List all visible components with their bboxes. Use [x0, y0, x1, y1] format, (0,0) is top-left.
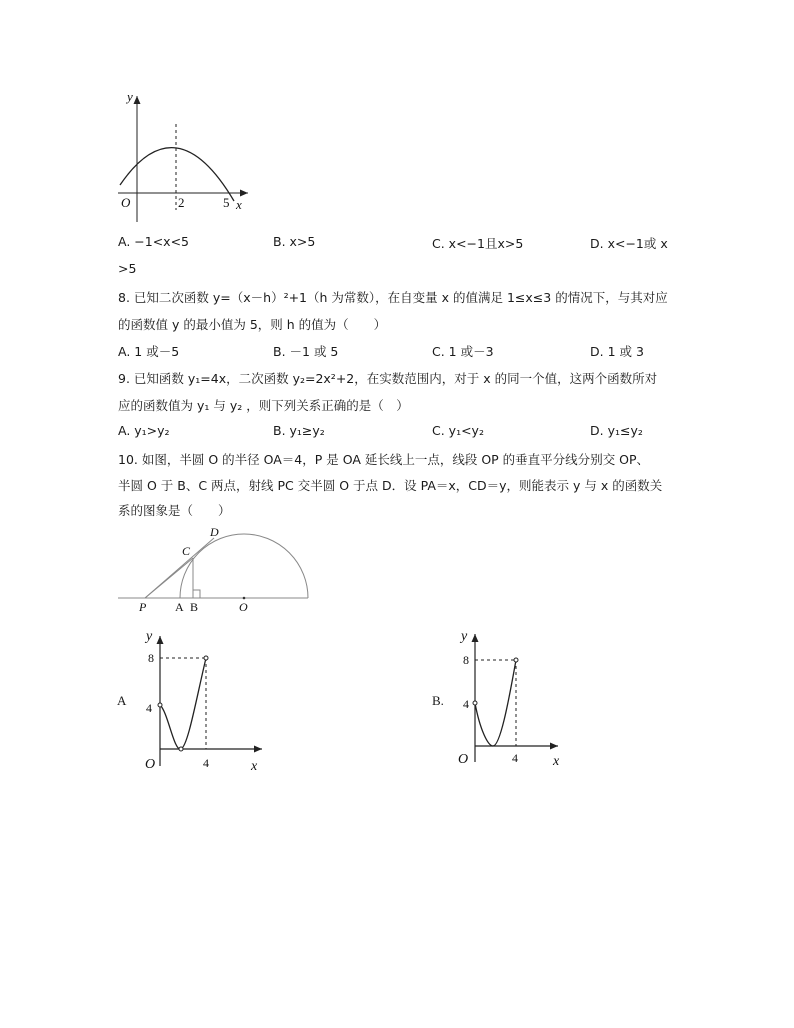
- label-O: O: [239, 600, 248, 614]
- label-P: P: [139, 600, 147, 614]
- q9-text-line-2: 应的函数值为 y₁ 与 y₂ ，则下列关系正确的是（ ）: [118, 398, 409, 413]
- graph-a-origin: O: [145, 757, 156, 772]
- q10-text-line-2: 半圆 O 于 B、C 两点，射线 PC 交半圆 O 于点 D．设 PA＝x，CD＝y，则能表示 y 与 x 的函数关: [118, 478, 663, 493]
- origin-label: O: [121, 195, 131, 210]
- q9-text-line-1: 9. 已知函数 y₁=4x，二次函数 y₂=2x²+2，在实数范围内，对于 x 的同一个值，这两个函数所对: [118, 371, 658, 386]
- graph-a-x-label: x: [251, 759, 258, 774]
- graph-b-tick-y-4: 4: [463, 697, 469, 711]
- graph-a-tick-y-8: 8: [148, 651, 154, 665]
- graph-b-tick-y-8: 8: [463, 653, 469, 667]
- q8-text-line-1: 8. 已知二次函数 y=（x－h）²+1（h 为常数），在自变量 x 的值满足 1≤x≤3 的情况下，与其对应: [118, 290, 668, 305]
- q8-option-c: C. 1 或－3: [432, 344, 494, 359]
- q9-option-c: C. y₁<y₂: [432, 423, 484, 438]
- tick-2-label: 2: [178, 195, 185, 210]
- q9-option-b: B. y₁≥y₂: [273, 423, 325, 438]
- x-axis-label: x: [236, 197, 242, 212]
- q8-option-b: B. －1 或 5: [273, 344, 339, 359]
- q8-option-a: A. 1 或－5: [118, 344, 180, 359]
- q7-option-d: D. x<−1或 x: [590, 236, 668, 251]
- graph-b-origin: O: [458, 752, 469, 767]
- graph-a-y-label: y: [146, 629, 153, 644]
- q9-option-d: D. y₁≤y₂: [590, 423, 643, 438]
- q7-option-d-continued: >5: [118, 261, 137, 276]
- graph-a-tick-y-4: 4: [146, 701, 152, 715]
- y-axis-label: y: [127, 89, 133, 104]
- q9-option-a: A. y₁>y₂: [118, 423, 170, 438]
- graph-b-option-label: B.: [432, 693, 444, 708]
- graph-a-tick-x-4: 4: [203, 756, 209, 770]
- q7-option-a: A. −1<x<5: [118, 234, 190, 249]
- tick-5-label: 5: [223, 195, 230, 210]
- graph-b-x-label: x: [553, 754, 560, 769]
- q10-text-line-1: 10. 如图，半圆 O 的半径 OA＝4，P 是 OA 延长线上一点，线段 OP 的垂直平分线分别交 OP、: [118, 452, 650, 467]
- q8-option-d: D. 1 或 3: [590, 344, 644, 359]
- graph-b-tick-x-4: 4: [512, 751, 518, 765]
- label-D: D: [210, 525, 219, 539]
- graph-a-option-label: A: [117, 693, 127, 708]
- graph-b-y-label: y: [461, 629, 468, 644]
- label-A: A: [175, 600, 184, 614]
- label-C: C: [182, 544, 191, 558]
- label-B: B: [190, 600, 199, 614]
- q7-option-c: C. x<−1且x>5: [432, 236, 524, 251]
- q8-text-line-2: 的函数值 y 的最小值为 5，则 h 的值为（ ）: [118, 317, 387, 332]
- q10-text-line-3: 系的图象是（ ）: [118, 503, 231, 518]
- q7-option-b: B. x>5: [273, 234, 316, 249]
